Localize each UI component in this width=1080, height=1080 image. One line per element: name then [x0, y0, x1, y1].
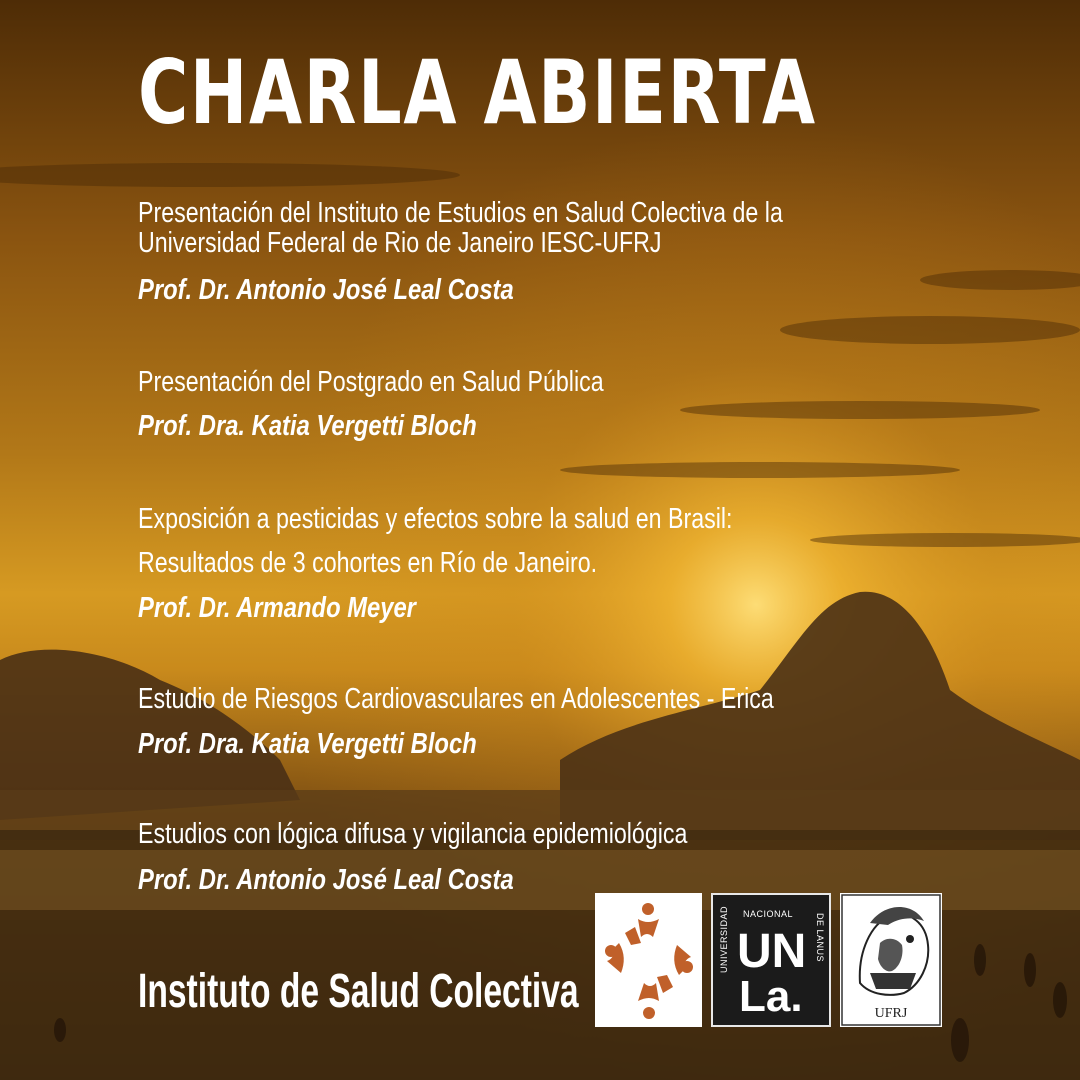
minerva-emblem-icon — [860, 907, 928, 995]
talk-1-line-1: Presentación del Instituto de Estudios en Salud Colectiva de la — [138, 197, 783, 229]
talk-3-line-1: Exposición a pesticidas y efectos sobre la salud en Brasil: — [138, 503, 733, 535]
unla-arc-mid: NACIONAL — [743, 909, 794, 919]
isc-logo — [595, 893, 702, 1027]
talk-5-line-1: Estudios con lógica difusa y vigilancia epidemiológica — [138, 818, 688, 850]
talk-1-speaker: Prof. Dr. Antonio José Leal Costa — [138, 274, 514, 306]
talk-3-speaker: Prof. Dr. Armando Meyer — [138, 592, 416, 624]
unla-arc-right: DE LANUS — [815, 913, 825, 963]
talk-1-line-2: Universidad Federal de Rio de Janeiro IESC-UFRJ — [138, 227, 662, 259]
event-title: CHARLA ABIERTA — [138, 41, 817, 144]
unla-big-top: UN — [737, 925, 807, 978]
unla-arc-left: UNIVERSIDAD — [719, 905, 729, 973]
talk-2-line-1: Presentación del Postgrado en Salud Pública — [138, 366, 604, 398]
talk-2-speaker: Prof. Dra. Katia Vergetti Bloch — [138, 410, 477, 442]
unla-big-bottom: La. — [739, 972, 803, 1021]
talk-3-line-2: Resultados de 3 cohortes en Río de Janeiro. — [138, 547, 598, 579]
talk-5-speaker: Prof. Dr. Antonio José Leal Costa — [138, 864, 514, 896]
unla-logo — [711, 893, 831, 1027]
talk-4-line-1: Estudio de Riesgos Cardiovasculares en Adolescentes - Erica — [138, 683, 774, 715]
isc-logo-mark — [595, 893, 702, 1027]
ufrj-logo — [840, 893, 942, 1027]
ufrj-caption: UFRJ — [874, 1006, 908, 1021]
talk-4-speaker: Prof. Dra. Katia Vergetti Bloch — [138, 728, 477, 760]
institute-name: Instituto de Salud Colectiva — [138, 965, 579, 1018]
